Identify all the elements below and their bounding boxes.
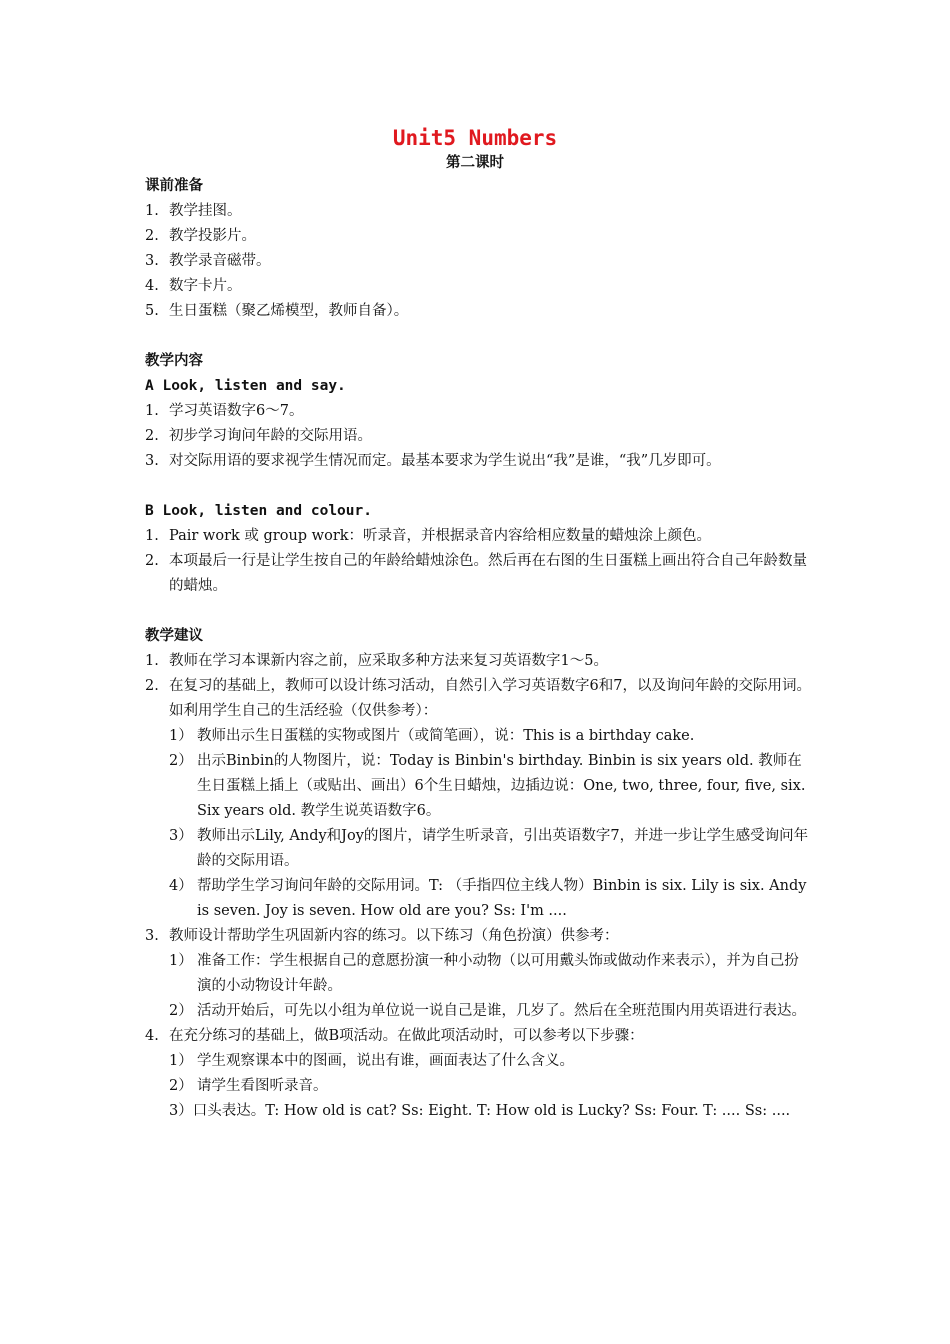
item-number: 1. (145, 528, 159, 544)
list-item (145, 674, 813, 724)
item-number: 2. (145, 553, 159, 569)
list-item (145, 274, 813, 299)
sub-item-number: 1） (169, 953, 193, 969)
sub-item-number: 3） (169, 828, 193, 844)
sub-item-number: 1） (169, 728, 193, 744)
list-item (145, 1024, 813, 1049)
item-number: 1. (145, 403, 159, 419)
item-text: 在充分练习的基础上，做B项活动。在做此项活动时，可以参考以下步骤： (169, 1028, 644, 1044)
sub-item (145, 724, 813, 749)
sub-item-number: 2） (169, 1078, 193, 1094)
sub-item-text: 学生观察课本中的图画，说出有谁，画面表达了什么含义。 (197, 1053, 574, 1069)
item-text: 数字卡片。 (169, 278, 242, 294)
sub-item-number: 1） (169, 1053, 193, 1069)
sub-item (145, 1049, 813, 1074)
item-text: 对交际用语的要求视学生情况而定。最基本要求为学生说出“我”是谁，“我”几岁即可。 (169, 453, 721, 469)
sub-item (145, 1074, 813, 1099)
item-text: 初步学习询问年龄的交际用语。 (169, 428, 372, 444)
sub-item-text: 出示Binbin的人物图片，说：Today is Binbin's birthday. Binbin is six years old. 教师在生日蛋糕上插上（或贴出、画出）6个生日蜡烛，边插边说：One, two, three, four, five, six. Six years old. 教学生说英语数字6。 (197, 753, 806, 819)
sub-item (145, 874, 813, 924)
sub-item-text: 口头表达。T: How old is cat? Ss: Eight. T: How old is Lucky? Ss: Four. T: .... Ss: .... (192, 1103, 791, 1119)
item-number: 4. (145, 1028, 159, 1044)
sub-item-text: 教师出示生日蛋糕的实物或图片（或简笔画），说：This is a birthday cake. (197, 728, 695, 744)
section-heading-prep: 课前准备 (145, 178, 203, 194)
list-item (145, 224, 813, 249)
list-item (145, 199, 813, 224)
sub-item-hanging (145, 1099, 813, 1124)
sub-item-text: 活动开始后，可先以小组为单位说一说自己是谁，几岁了。然后在全班范围内用英语进行表达。 (197, 1003, 806, 1019)
sub-item (145, 949, 813, 999)
item-text: 教学录音磁带。 (169, 253, 271, 269)
sub-item (145, 824, 813, 874)
sub-item-text: 教师出示Lily, Andy和Joy的图片，请学生听录音，引出英语数字7，并进一步让学生感受询问年龄的交际用语。 (197, 828, 809, 869)
sub-item-number: 3） (169, 1103, 193, 1119)
section-heading-content: 教学内容 (145, 353, 203, 369)
item-text: 教学投影片。 (169, 228, 256, 244)
list-item (145, 424, 813, 449)
item-number: 3. (145, 253, 159, 269)
item-text: 教师设计帮助学生巩固新内容的练习。以下练习（角色扮演）供参考： (169, 928, 619, 944)
list-item (145, 524, 813, 549)
item-text: 本项最后一行是让学生按自己的年龄给蜡烛涂色。然后再在右图的生日蛋糕上画出符合自己年龄数量的蜡烛。 (169, 553, 807, 594)
item-number: 3. (145, 453, 159, 469)
part-a-heading: A Look, listen and say. (145, 378, 346, 394)
section-heading-advice: 教学建议 (145, 628, 203, 644)
list-item (145, 649, 813, 674)
item-number: 1. (145, 203, 159, 219)
item-text: 在复习的基础上，教师可以设计练习活动，自然引入学习英语数字6和7，以及询问年龄的交际用词。如利用学生自己的生活经验（仅供参考）： (169, 678, 811, 719)
item-number: 2. (145, 228, 159, 244)
sub-item-text: 帮助学生学习询问年龄的交际用词。T: （手指四位主线人物）Binbin is six. Lily is six. Andy is seven. Joy is seven. How old are you? Ss: I'm .... (197, 878, 807, 919)
item-number: 2. (145, 428, 159, 444)
list-item (145, 249, 813, 274)
document-title: Unit5 Numbers (392, 126, 558, 150)
list-item (145, 299, 813, 324)
item-number: 3. (145, 928, 159, 944)
item-number: 5. (145, 303, 159, 319)
part-b-heading: B Look, listen and colour. (145, 503, 372, 519)
item-number: 1. (145, 653, 159, 669)
item-text: 学习英语数字6～7。 (169, 403, 304, 419)
document-body (145, 174, 813, 1124)
item-text: 教师在学习本课新内容之前，应采取多种方法来复习英语数字1～5。 (169, 653, 608, 669)
sub-item-text: 准备工作：学生根据自己的意愿扮演一种小动物（以可用戴头饰或做动作来表示），并为自己扮演的小动物设计年龄。 (197, 953, 799, 994)
item-text: Pair work 或 group work：听录音，并根据录音内容给相应数量的蜡烛涂上颜色。 (169, 528, 712, 544)
sub-item-number: 2） (169, 753, 193, 769)
list-item (145, 924, 813, 949)
sub-item (145, 749, 813, 824)
item-number: 2. (145, 678, 159, 694)
sub-item-number: 2） (169, 1003, 193, 1019)
sub-item (145, 999, 813, 1024)
sub-item-text: 请学生看图听录音。 (197, 1078, 328, 1094)
list-item (145, 399, 813, 424)
item-number: 4. (145, 278, 159, 294)
item-text: 教学挂图。 (169, 203, 242, 219)
sub-item-number: 4） (169, 878, 193, 894)
lesson-subtitle: 第二课时 (446, 155, 504, 171)
list-item (145, 449, 813, 474)
item-text: 生日蛋糕（聚乙烯模型，教师自备）。 (169, 303, 409, 319)
list-item (145, 549, 813, 599)
